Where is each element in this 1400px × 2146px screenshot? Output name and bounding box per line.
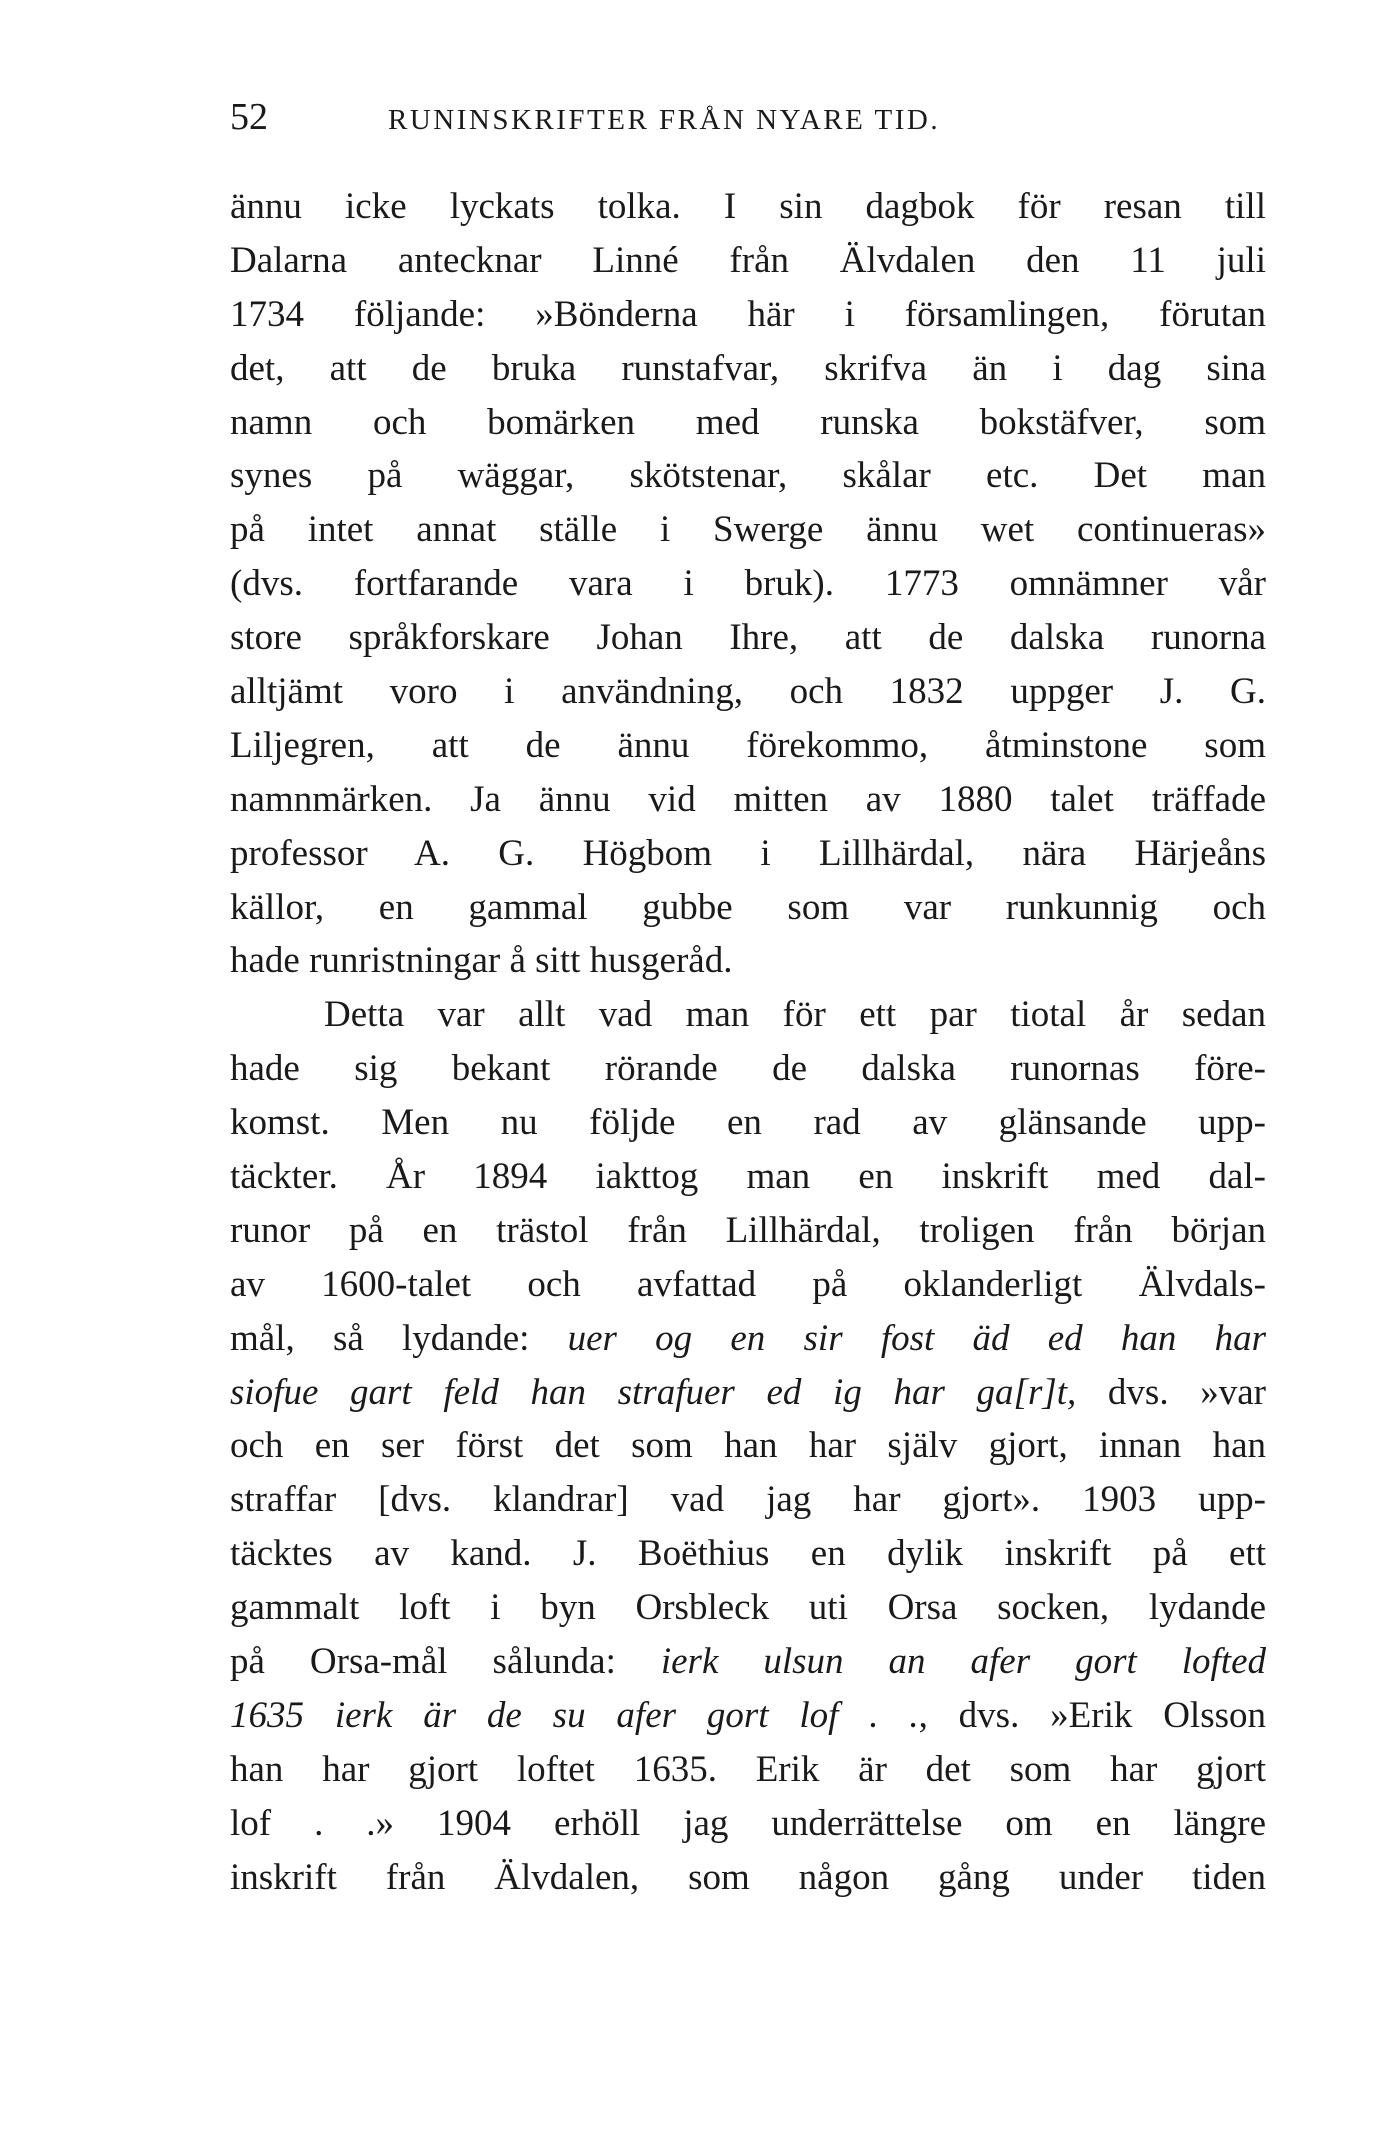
text-line [230, 1743, 1266, 1797]
text-line [230, 342, 1266, 396]
line-text: store språkforskare Johan Ihre, att de dalska runorna [230, 617, 1266, 659]
text-line [230, 1042, 1266, 1096]
text-line [230, 1851, 1266, 1905]
line-text: , dvs. »Erik Olsson [918, 1694, 1266, 1736]
line-text: inskrift från Älvdalen, som någon gång under tiden [230, 1856, 1266, 1898]
inscription-text-italic: siofue gart feld han strafuer ed ig har ga[r]t, [230, 1371, 1077, 1413]
line-text: av 1600-talet och avfattad på oklanderligt Älvdals- [230, 1263, 1266, 1305]
line-text: runor på en trästol från Lillhärdal, troligen från början [230, 1209, 1266, 1251]
text-line [230, 1312, 1266, 1366]
line-text: komst. Men nu följde en rad av glänsande upp- [230, 1102, 1266, 1144]
line-text: (dvs. fortfarande vara i bruk). 1773 omnämner vår [230, 563, 1266, 605]
line-text: mål, så lydande: [230, 1317, 568, 1359]
body-text [230, 180, 1266, 1905]
line-text: Dalarna antecknar Linné från Älvdalen den 11 juli [230, 239, 1266, 281]
text-line [230, 1527, 1266, 1581]
line-text: namn och bomärken med runska bokstäfver, som [230, 401, 1266, 443]
running-head [230, 92, 1270, 152]
text-line [230, 773, 1266, 827]
line-text: 1734 följande: »Bönderna här i församlingen, förutan [230, 293, 1266, 335]
text-line [230, 1366, 1266, 1420]
text-line [230, 1473, 1266, 1527]
line-text: och en ser först det som han har själv gjort, innan han [230, 1425, 1266, 1467]
line-text: på intet annat ställe i Swerge ännu wet continueras» [230, 509, 1266, 551]
line-text: gammalt loft i byn Orsbleck uti Orsa socken, lydande [230, 1587, 1266, 1629]
page-number: 52 [230, 96, 268, 138]
text-line [230, 449, 1266, 503]
line-text: det, att de bruka runstafvar, skrifva än i dag sina [230, 347, 1266, 389]
inscription-text-italic: uer og en sir fost äd ed han har [567, 1317, 1266, 1359]
line-text: hade runristningar å sitt husgeråd. [230, 940, 733, 982]
text-line [230, 934, 1266, 988]
text-line [230, 719, 1266, 773]
line-text: professor A. G. Högbom i Lillhärdal, nära Härjeåns [230, 832, 1266, 874]
line-text: synes på wäggar, skötstenar, skålar etc. Det man [230, 455, 1266, 497]
line-text: täcktes av kand. J. Boëthius en dylik inskrift på ett [230, 1533, 1266, 1575]
text-line [230, 1419, 1266, 1473]
text-line [230, 180, 1266, 234]
line-text: han har gjort loftet 1635. Erik är det som har gjort [230, 1748, 1266, 1790]
text-line [230, 611, 1266, 665]
line-text: på Orsa-mål sålunda: [230, 1641, 661, 1683]
line-text: alltjämt voro i användning, och 1832 uppger J. G. [230, 671, 1266, 713]
inscription-text-italic: ierk ulsun an afer gort lofted [660, 1641, 1266, 1683]
text-line [230, 1689, 1266, 1743]
text-line [230, 1096, 1266, 1150]
text-line [230, 503, 1266, 557]
text-line [230, 665, 1266, 719]
line-text: ännu icke lyckats tolka. I sin dagbok för resan till [230, 186, 1266, 227]
text-line [230, 1150, 1266, 1204]
line-text: dvs. »var [1076, 1371, 1266, 1413]
line-text: straffar [dvs. klandrar] vad jag har gjort». 1903 upp- [230, 1479, 1266, 1521]
text-line [230, 1581, 1266, 1635]
text-line [230, 1204, 1266, 1258]
text-line [230, 1797, 1266, 1851]
text-line [230, 881, 1266, 935]
text-line [230, 234, 1266, 288]
line-text: hade sig bekant rörande de dalska runornas före- [230, 1048, 1266, 1090]
running-title: RUNINSKRIFTER FRÅN NYARE TID. [388, 104, 941, 136]
line-text: täckter. År 1894 iakttog man en inskrift med dal- [230, 1156, 1266, 1198]
line-text: lof . .» 1904 erhöll jag underrättelse om en längre [230, 1802, 1266, 1844]
line-text: Detta var allt vad man för ett par tiotal år sedan [324, 994, 1266, 1036]
text-line [230, 396, 1266, 450]
line-text: källor, en gammal gubbe som var runkunnig och [230, 886, 1266, 928]
inscription-text-italic: 1635 ierk är de su afer gort lof . . [230, 1694, 919, 1736]
line-text: Liljegren, att de ännu förekommo, åtminstone som [230, 724, 1266, 766]
text-line [230, 1258, 1266, 1312]
text-line [230, 1635, 1266, 1689]
text-line [230, 988, 1266, 1042]
text-line [230, 288, 1266, 342]
text-line [230, 557, 1266, 611]
text-line [230, 827, 1266, 881]
line-text: namnmärken. Ja ännu vid mitten av 1880 talet träffade [230, 778, 1266, 820]
